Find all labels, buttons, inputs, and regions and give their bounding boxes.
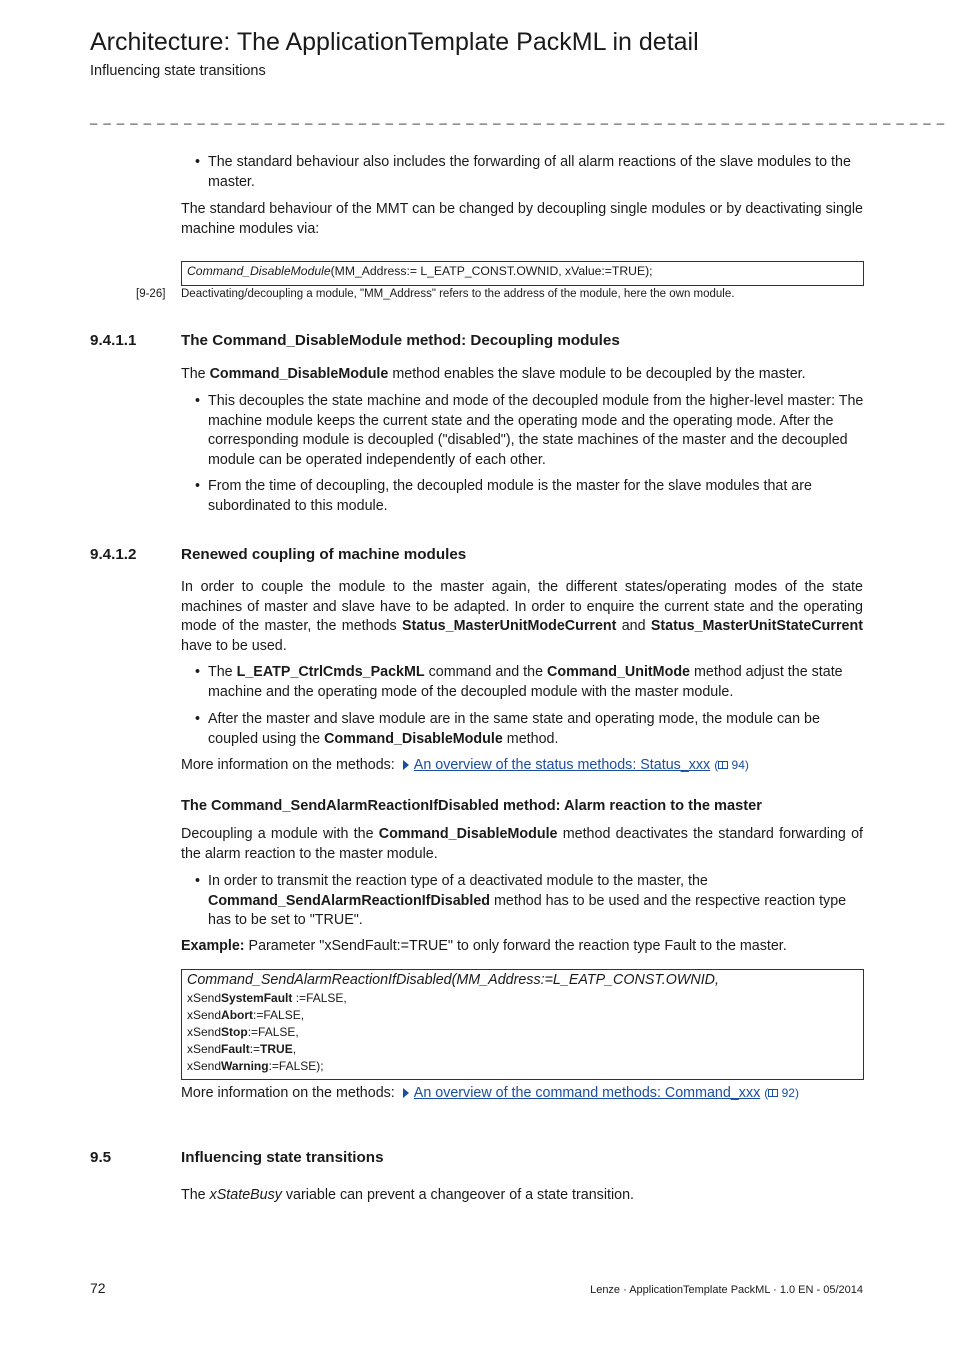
- code-method-name: Command_DisableModule: [187, 264, 331, 278]
- bullet-marker: •: [195, 478, 201, 494]
- code-box-send-alarm: [181, 969, 864, 1080]
- intro-bullet: The standard behaviour also includes the forwarding of all alarm reactions of the slave modules to the master.: [208, 154, 851, 190]
- code-line: xSendWarning:=FALSE);: [187, 1059, 324, 1073]
- intro-paragraph: The standard behaviour of the MMT can be changed by decoupling single modules or by deactivating single machine modules via:: [181, 201, 863, 237]
- section-title: The Command_DisableModule method: Decoupling modules: [181, 332, 620, 349]
- paragraph: The xStateBusy variable can prevent a changeover of a state transition.: [181, 1187, 635, 1203]
- more-info-label: More information on the methods:: [181, 1085, 395, 1101]
- page-reference[interactable]: ( 94): [714, 758, 749, 772]
- paragraph: In order to couple the module to the master again, the different states/operating modes of the state machines of master and slave have to be adapted. In order to enquire the current state and the operating mode of the master, the methods Status_MasterUnitModeCurrent and Status_MasterUnitStateCurrent have to be used.: [181, 579, 863, 654]
- header-separator: _ _ _ _ _ _ _ _ _ _ _ _ _ _ _ _ _ _ _ _ _ _ _ _ _ _ _ _ _ _ _ _ _ _ _ _ _ _ _ _ _ _ _ _ _ _ _ _ _ _ _ _ _ _ _ _ _ _ _ _ _ _ _ _: [90, 110, 946, 125]
- more-info-label: More information on the methods:: [181, 757, 395, 773]
- paragraph: Decoupling a module with the Command_DisableModule method deactivates the standard forwarding of the alarm reaction to the master module.: [181, 826, 863, 862]
- footer-text: Lenze · ApplicationTemplate PackML · 1.0 EN - 05/2014: [590, 1284, 863, 1296]
- bullet-item: This decouples the state machine and mode of the decoupled module from the higher-level master: The machine module keeps the current state and the operating mode and the operating mode. After the corresponding module is decoupled ("disabled"), the state machines of the master and the decoupled module can be operated independently of each other.: [208, 393, 864, 468]
- arrow-right-icon: [403, 760, 409, 770]
- code-line: Command_SendAlarmReactionIfDisabled(MM_Address:=L_EATP_CONST.OWNID,: [187, 972, 719, 988]
- code-line: xSendSystemFault :=FALSE,: [187, 991, 347, 1005]
- page-reference[interactable]: ( 92): [764, 1086, 799, 1100]
- bullet-item: From the time of decoupling, the decoupled module is the master for the slave modules that are subordinated to this module.: [208, 478, 812, 514]
- section-number: 9.4.1.2: [90, 546, 137, 563]
- caption-text: Deactivating/decoupling a module, "MM_Address" refers to the address of the module, here the own module.: [181, 288, 735, 300]
- page-subtitle: Influencing state transitions: [90, 63, 266, 79]
- paragraph: The Command_DisableModule method enables the slave module to be decoupled by the master.: [181, 366, 806, 382]
- command-methods-link[interactable]: An overview of the command methods: Command_xxx: [413, 1085, 761, 1101]
- status-methods-link[interactable]: An overview of the status methods: Status_xxx: [413, 757, 711, 773]
- code-line: xSendFault:=TRUE,: [187, 1042, 297, 1056]
- code-line: xSendAbort:=FALSE,: [187, 1008, 305, 1022]
- section-title: Influencing state transitions: [181, 1149, 384, 1166]
- arrow-right-icon: [403, 1088, 409, 1098]
- more-info-row: [181, 1084, 799, 1104]
- section-number: 9.5: [90, 1149, 112, 1166]
- page-title: Architecture: The ApplicationTemplate PackML in detail: [90, 28, 699, 56]
- book-icon: [768, 1089, 778, 1097]
- bullet-marker: •: [195, 393, 201, 409]
- code-box-disable-module: [181, 261, 864, 286]
- caption-number: [9-26]: [136, 288, 166, 300]
- bullet-marker: •: [195, 873, 201, 889]
- section-title: Renewed coupling of machine modules: [181, 546, 467, 563]
- bullet-marker: •: [195, 711, 201, 727]
- bullet-item: In order to transmit the reaction type of a deactivated module to the master, the Command_SendAlarmReactionIfDisabled method has to be used and the respective reaction type has to be set to "TRUE".: [208, 873, 847, 928]
- code-line: xSendStop:=FALSE,: [187, 1025, 299, 1039]
- bullet-marker: •: [195, 154, 201, 170]
- section-number: 9.4.1.1: [90, 332, 137, 349]
- page-number: 72: [90, 1280, 106, 1296]
- book-icon: [718, 761, 728, 769]
- bullet-marker: •: [195, 664, 201, 680]
- more-info-row: [181, 756, 749, 776]
- example-paragraph: Example: Parameter "xSendFault:=TRUE" to only forward the reaction type Fault to the master.: [181, 938, 787, 954]
- bullet-item: The L_EATP_CtrlCmds_PackML command and the Command_UnitMode method adjust the state machine and the operating mode of the decoupled module with the master module.: [208, 664, 843, 700]
- code-args: (MM_Address:= L_EATP_CONST.OWNID, xValue:=TRUE);: [330, 264, 653, 278]
- bullet-item: After the master and slave module are in the same state and operating mode, the module can be coupled using the Command_DisableModule method.: [208, 711, 820, 747]
- subsection-title: The Command_SendAlarmReactionIfDisabled method: Alarm reaction to the master: [181, 798, 762, 814]
